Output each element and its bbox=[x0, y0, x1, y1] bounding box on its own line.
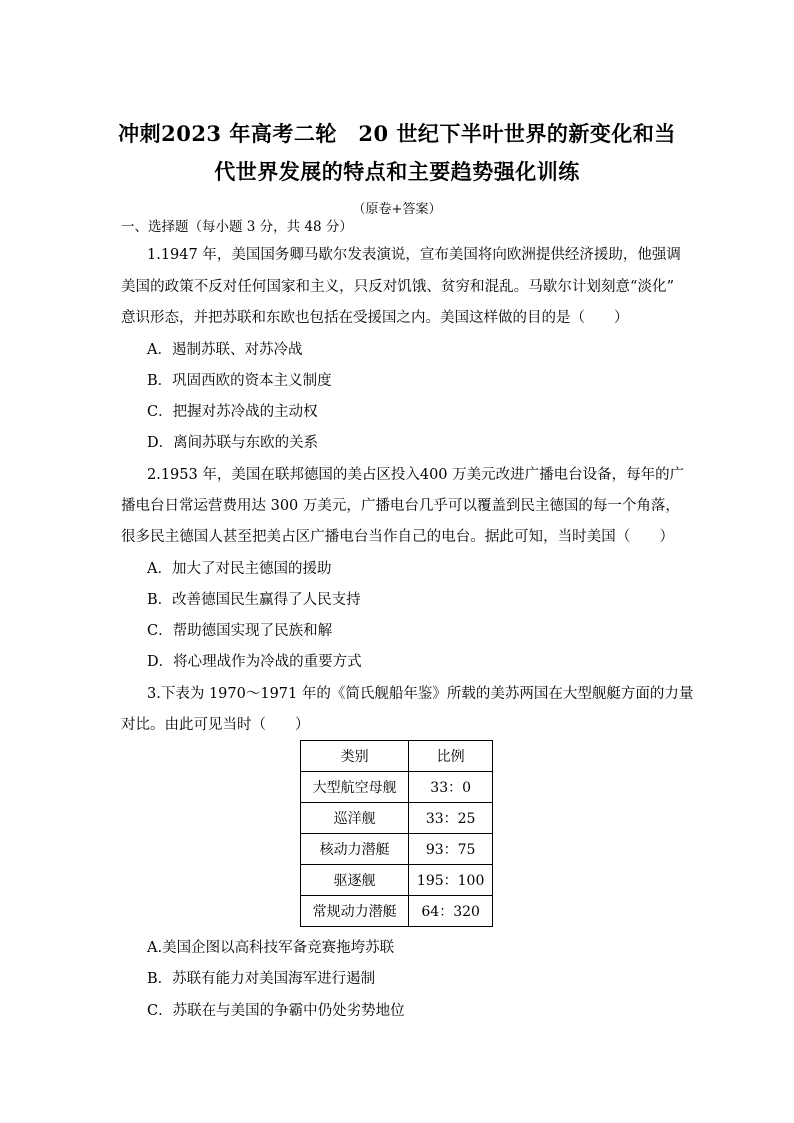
q3-option-b: B．苏联有能力对美国海军进行遏制 bbox=[147, 971, 376, 987]
q2-stem-line-1: 2.1953 年，美国在联邦德国的美占区投入400 万美元改进广播电台设备，每年的广 bbox=[147, 467, 685, 483]
document-subtitle: （原卷+答案） bbox=[352, 202, 442, 217]
q1-stem-line-3: 意识形态，并把苏联和东欧也包括在受援国之内。美国这样做的目的是（ ） bbox=[121, 310, 629, 326]
table-cell-ratio: 33：25 bbox=[409, 803, 493, 834]
q2-option-d: D．将心理战作为冷战的重要方式 bbox=[147, 654, 362, 670]
q1-stem-line-1: 1.1947 年，美国国务卿马歇尔发表演说，宣布美国将向欧洲提供经济援助，他强调 bbox=[147, 247, 681, 263]
table-cell-category: 大型航空母舰 bbox=[301, 772, 409, 803]
table-row bbox=[301, 772, 493, 803]
q3-stem-line-2: 对比。由此可见当时（ ） bbox=[121, 717, 310, 733]
q2-option-a: A．加大了对民主德国的援助 bbox=[147, 561, 332, 577]
q2-stem-line-3: 很多民主德国人甚至把美占区广播电台当作自己的电台。据此可知，当时美国（ ） bbox=[121, 529, 674, 545]
table-header-ratio: 比例 bbox=[409, 741, 493, 772]
q2-stem-line-2: 播电台日常运营费用达 300 万美元，广播电台几乎可以覆盖到民主德国的每一个角落， bbox=[121, 498, 680, 514]
table-row bbox=[301, 834, 493, 865]
table-cell-category: 驱逐舰 bbox=[301, 865, 409, 896]
q1-option-a: A．遏制苏联、对苏冷战 bbox=[147, 342, 303, 358]
table-cell-ratio: 93：75 bbox=[409, 834, 493, 865]
document-title-line-1: 冲刺2023 年高考二轮 20 世纪下半叶世界的新变化和当 bbox=[118, 121, 676, 146]
table-row bbox=[301, 803, 493, 834]
table-cell-ratio: 64：320 bbox=[409, 896, 493, 927]
table-header-category: 类别 bbox=[301, 741, 409, 772]
q1-stem-line-2: 美国的政策不反对任何国家和主义，只反对饥饿、贫穷和混乱。马歇尔计划刻意“淡化” bbox=[121, 279, 674, 295]
table-row bbox=[301, 865, 493, 896]
q1-option-c: C．把握对苏冷战的主动权 bbox=[147, 404, 318, 420]
q2-option-c: C．帮助德国实现了民族和解 bbox=[147, 623, 333, 639]
table-row bbox=[301, 896, 493, 927]
table-header-row bbox=[301, 741, 493, 772]
section-heading: 一、选择题（每小题 3 分，共 48 分） bbox=[121, 219, 353, 235]
table-cell-category: 核动力潜艇 bbox=[301, 834, 409, 865]
q2-option-b: B．改善德国民生赢得了人民支持 bbox=[147, 592, 361, 608]
q1-option-b: B．巩固西欧的资本主义制度 bbox=[147, 373, 332, 389]
table-cell-category: 常规动力潜艇 bbox=[301, 896, 409, 927]
q3-stem-line-1: 3.下表为 1970～1971 年的《简氏舰船年鉴》所载的美苏两国在大型舰艇方面的力量 bbox=[147, 686, 694, 702]
q1-option-d: D．离间苏联与东欧的关系 bbox=[147, 435, 319, 451]
table-cell-ratio: 195：100 bbox=[409, 865, 493, 896]
document-title-line-2: 代世界发展的特点和主要趋势强化训练 bbox=[214, 159, 580, 184]
naval-comparison-table bbox=[300, 740, 493, 927]
q3-option-a: A.美国企图以高科技军备竞赛拖垮苏联 bbox=[147, 940, 395, 956]
table-cell-ratio: 33：0 bbox=[409, 772, 493, 803]
q3-option-c: C．苏联在与美国的争霸中仍处劣势地位 bbox=[147, 1003, 405, 1019]
table-cell-category: 巡洋舰 bbox=[301, 803, 409, 834]
